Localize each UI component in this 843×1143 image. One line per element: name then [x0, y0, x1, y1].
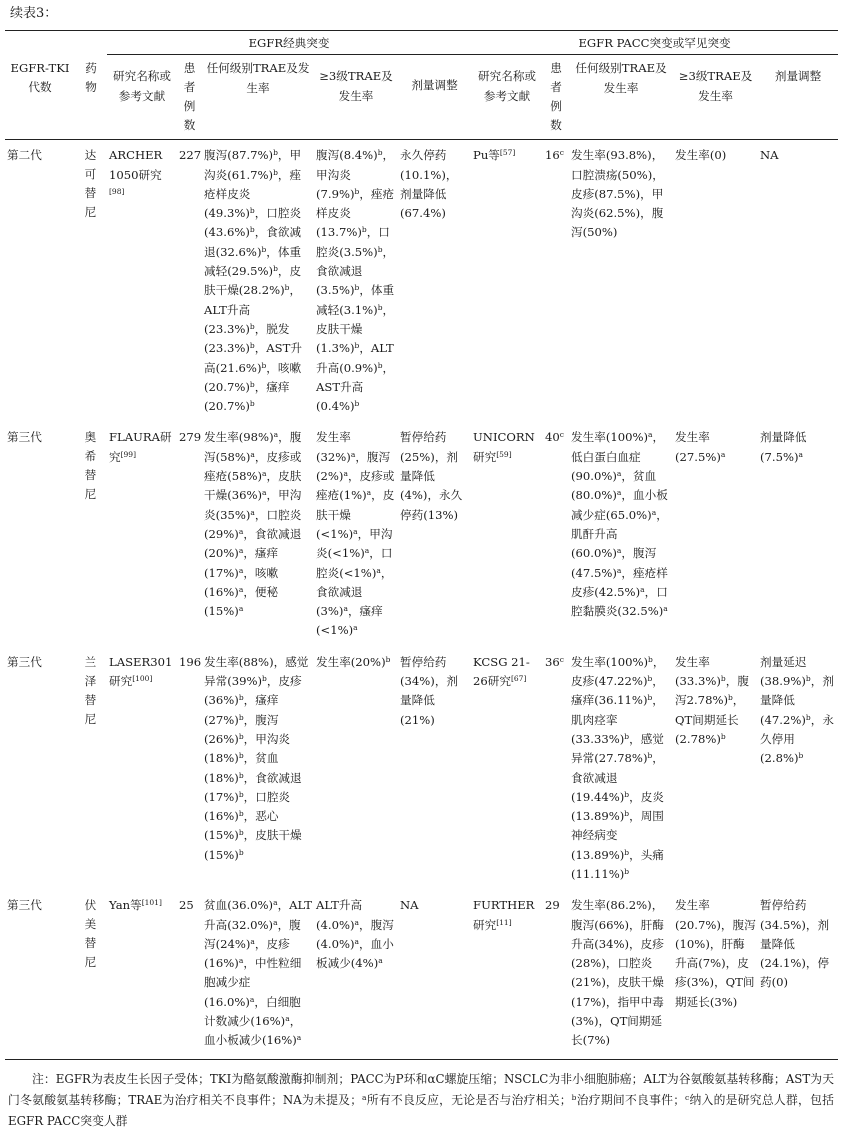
any-grade-text: ，皮疹或痤疮(58%) [204, 449, 302, 484]
table-caption: 续表3： [10, 6, 58, 21]
pacc-grade3-text: 发生率(20.7%)，腹泻(10%)，肝酶升高(7%)，皮疹(3%)，QT间期延长(3%) [675, 898, 756, 1009]
any-grade-footnote-mark: b [238, 789, 244, 799]
note-a-mark: a [362, 1093, 367, 1102]
patients-count: 25 [179, 898, 194, 913]
any-grade-text: 贫血(36.0%) [204, 898, 274, 913]
pacc-study-reference: [67] [510, 674, 527, 684]
any-grade-text: ，甲沟炎(61.7%) [204, 148, 302, 182]
pacc-dose-adj-footnote-mark: b [805, 674, 811, 684]
dose-adj-text: 暂停给药(25%)，剂量降低(4%)，永久停药(13%) [400, 430, 463, 522]
pacc-any-grade-footnote-mark: b [624, 809, 630, 819]
any-grade-text: ，ALT升高(32.0%) [204, 898, 313, 932]
grade3-text: ALT升高(4.0%) [316, 898, 363, 932]
any-grade-text: ，腹泻(26%) [204, 712, 279, 746]
pacc-dose-adj-footnote-mark: b [805, 712, 811, 722]
generation-cell [5, 140, 75, 423]
pacc-any-grade-text: ，皮炎(13.89%) [571, 789, 664, 824]
any-grade-text: ，皮疹(36%) [204, 674, 302, 708]
drug-cell [75, 422, 107, 646]
grade3-cell [314, 140, 398, 423]
drug-cell [75, 890, 107, 1059]
pacc-patients-footnote-mark: c [559, 430, 564, 440]
any-grade-footnote-mark: a [238, 604, 244, 614]
pacc-any-grade-text: ，瘙痒(36.11%) [571, 674, 664, 708]
grade3-text: ，口腔炎(3.5%) [316, 225, 390, 259]
pacc-any-grade-footnote-mark: a [616, 469, 622, 479]
pacc-any-grade-footnote-mark: b [648, 654, 653, 664]
pacc-grade3-text: ，QT间期延长(2.78%) [675, 693, 745, 746]
drug-name: 兰泽替尼 [84, 654, 97, 726]
study-cell [107, 890, 177, 1059]
pacc-patients-count: 36 [545, 654, 560, 669]
study-name: ARCHER 1050研究 [109, 148, 163, 182]
pacc-dose-adj-footnote-mark: b [798, 751, 804, 761]
pacc-any-grade-cell [569, 890, 673, 1059]
any-grade-cell [202, 647, 314, 891]
pacc-grade3-cell [673, 422, 758, 646]
grade3-text: ，血小板减少(4%) [316, 936, 394, 971]
header-pacc-study: 研究名称或参考文献 [471, 55, 543, 140]
grade3-footnote-mark: b [354, 186, 360, 196]
pacc-any-grade-footnote-mark: a [640, 584, 645, 594]
grade3-text: ，腹泻(4.0%) [316, 917, 394, 951]
any-grade-text: ，甲沟炎(18%) [204, 731, 291, 766]
grade3-footnote-mark: a [343, 469, 348, 479]
grade3-footnote-mark: a [354, 936, 359, 946]
any-grade-footnote-mark: b [249, 341, 255, 351]
grade3-footnote-mark: a [378, 956, 383, 966]
any-grade-text: ，甲沟炎(35%) [204, 488, 302, 522]
pacc-grade3-text: 发生率(0) [675, 148, 727, 163]
any-grade-footnote-mark: b [249, 206, 255, 216]
grade3-text: ，腹泻(2%) [316, 449, 391, 484]
any-grade-footnote-mark: a [285, 1014, 290, 1024]
any-grade-text: ，中性粒细胞减少症(16.0%) [204, 956, 302, 1009]
generation-cell [5, 890, 75, 1059]
pacc-patients-footnote-mark: c [559, 654, 564, 664]
any-grade-footnote-mark: a [250, 449, 255, 459]
pacc-any-grade-text: ，贫血(80.0%) [571, 469, 657, 503]
grade3-footnote-mark: b [354, 399, 360, 409]
grade3-footnote-mark: b [354, 341, 360, 351]
patients-cell [177, 140, 202, 423]
patients-cell [177, 890, 202, 1059]
any-grade-text: ，口腔炎(16%) [204, 789, 291, 824]
note-c: 纳入的是研究总人群，包括EGFR PACC突变人群 [8, 1093, 834, 1128]
grade3-footnote-mark: a [366, 488, 372, 498]
grade3-footnote-mark: b [377, 244, 383, 254]
any-grade-footnote-mark: a [238, 565, 244, 575]
note-a: 所有不良反应，无论是否与治疗相关； [366, 1093, 572, 1107]
pacc-study-cell [471, 422, 543, 646]
pacc-any-grade-footnote-mark: b [647, 693, 653, 703]
pacc-grade3-footnote-mark: a [720, 449, 726, 459]
any-grade-footnote-mark: b [262, 674, 267, 684]
any-grade-footnote-mark: a [273, 917, 278, 927]
any-grade-cell [202, 140, 314, 423]
header-dose-adj: 剂量调整 [398, 55, 471, 140]
grade3-footnote-mark: a [343, 604, 348, 614]
pacc-patients-count: 40 [545, 430, 560, 445]
header-pacc-any-grade: 任何级别TRAE及发生率 [569, 55, 673, 140]
any-grade-cell [202, 422, 314, 646]
any-grade-footnote-mark: b [238, 731, 244, 741]
pacc-grade3-cell [673, 890, 758, 1059]
grade3-footnote-mark: b [377, 148, 383, 158]
generation-cell [5, 422, 75, 646]
pacc-patients-cell [543, 647, 569, 891]
any-grade-footnote-mark: a [250, 936, 255, 946]
any-grade-text: ，ALT升高(23.3%) [204, 283, 302, 336]
pacc-any-grade-footnote-mark: a [616, 565, 622, 575]
any-grade-footnote-mark: b [261, 244, 267, 254]
any-grade-text: ，食欲减退(32.6%) [204, 225, 302, 259]
grade3-text: 腹泻(8.4%) [316, 148, 378, 163]
grade3-footnote-mark: a [350, 449, 356, 459]
any-grade-footnote-mark: a [262, 488, 267, 498]
study-reference: [98] [109, 186, 125, 196]
table-body [5, 140, 838, 1059]
table-row [5, 647, 838, 891]
study-reference: [101] [141, 898, 162, 908]
any-grade-footnote-mark: a [238, 546, 244, 556]
pacc-dose-adj-text: ，永久停用(2.8%) [760, 712, 834, 766]
any-grade-footnote-mark: a [238, 526, 244, 536]
table-row [5, 890, 838, 1059]
any-grade-text: 腹泻(87.7%) [204, 148, 274, 163]
pacc-study-reference: [59] [496, 449, 512, 459]
grade3-text: ，痤疮样皮炎(13.7%) [316, 186, 395, 240]
pacc-study-reference: [57] [499, 148, 516, 158]
header-generation: EGFR-TKI 代数 [5, 31, 75, 140]
grade3-text: ，AST升高(0.4%) [316, 360, 395, 414]
any-grade-footnote-mark: b [238, 770, 244, 780]
header-drug: 药物 [75, 31, 107, 140]
study-name: FLAURA研究 [109, 430, 172, 464]
any-grade-text: ，痤疮样皮炎(49.3%) [204, 167, 302, 221]
adverse-events-table [5, 30, 838, 1060]
drug-cell [75, 647, 107, 891]
pacc-grade3-text: 发生率(33.3%) [675, 654, 721, 689]
any-grade-text: ，体重减轻(29.5%) [204, 244, 302, 279]
grade3-footnote-mark: b [385, 654, 391, 664]
pacc-dose-adj-cell [758, 647, 838, 891]
generation-label: 第三代 [7, 654, 42, 669]
any-grade-text: ，恶心(15%) [204, 809, 279, 843]
note-b-mark: b [571, 1093, 577, 1102]
pacc-any-grade-text: 发生率(93.8%)，口腔溃疡(50%)，皮疹(87.5%)，甲沟炎(62.5%)，腹泻(50%) [571, 148, 664, 240]
study-cell [107, 422, 177, 646]
grade3-text: ，瘙痒(<1%) [316, 604, 383, 638]
pacc-any-grade-text: ，食欲减退(19.44%) [571, 751, 664, 804]
any-grade-text: ，腹泻(58%) [204, 430, 302, 464]
patients-cell [177, 647, 202, 891]
drug-name: 奥希替尼 [84, 430, 97, 502]
any-grade-text: ，便秘(15%) [204, 584, 279, 619]
any-grade-footnote-mark: b [238, 712, 244, 722]
grade3-text: ，甲沟炎(7.9%) [316, 148, 395, 201]
patients-count: 227 [179, 148, 202, 163]
any-grade-footnote-mark: a [273, 430, 279, 440]
pacc-grade3-cell [673, 647, 758, 891]
grade3-footnote-mark: a [353, 623, 358, 633]
pacc-grade3-footnote-mark: b [720, 731, 726, 741]
study-name: Yan等 [109, 898, 142, 913]
drug-name: 伏美替尼 [84, 898, 97, 970]
any-grade-text: ，血小板减少(16%) [204, 1014, 302, 1048]
study-reference: [99] [120, 449, 137, 459]
header-patients: 患者例数 [177, 55, 202, 140]
grade3-footnote-mark: b [377, 302, 383, 312]
pacc-dose-adj-cell [758, 890, 838, 1059]
pacc-study-cell [471, 890, 543, 1059]
pacc-any-grade-text: ，腹泻(47.5%) [571, 546, 657, 580]
grade3-footnote-mark: b [377, 360, 383, 370]
any-grade-text: ，皮疹(16%) [204, 936, 290, 971]
any-grade-footnote-mark: a [262, 469, 267, 479]
pacc-grade3-text: ，腹泻2.78%) [675, 674, 749, 708]
pacc-patients-footnote-mark: c [559, 148, 564, 158]
grade3-cell [314, 647, 398, 891]
grade3-text: ，皮肤干燥(1.3%) [316, 302, 395, 356]
any-grade-text: ，白细胞计数减少(16%) [204, 994, 301, 1029]
dose-adj-cell [398, 890, 471, 1059]
patients-cell [177, 422, 202, 646]
grade3-footnote-mark: b [361, 225, 367, 235]
pacc-any-grade-cell [569, 422, 673, 646]
grade3-footnote-mark: a [376, 565, 381, 575]
dose-adj-cell [398, 647, 471, 891]
any-grade-footnote-mark: a [238, 956, 244, 966]
dose-adj-text: 永久停药(10.1%)，剂量降低(67.4%) [400, 148, 458, 221]
pacc-dose-adj-text: ，剂量降低(47.2%) [760, 674, 834, 727]
pacc-patients-cell [543, 422, 569, 646]
grade3-text: ，甲沟炎(<1%) [316, 526, 393, 561]
any-grade-footnote-mark: a [296, 1033, 302, 1043]
any-grade-text: 发生率(88%)，感觉异常(39%) [204, 654, 309, 689]
any-grade-footnote-mark: a [273, 898, 278, 908]
pacc-patients-cell [543, 140, 569, 423]
grade3-text: ，食欲减退(3%) [316, 565, 393, 619]
pacc-any-grade-footnote-mark: b [624, 866, 630, 876]
header-classic-group: EGFR经典突变 [107, 31, 471, 55]
pacc-any-grade-text: ，血小板减少症(65.0%) [571, 488, 668, 522]
pacc-any-grade-text: 发生率(86.2%)，腹泻(66%)，肝酶升高(34%)，皮疹(28%)，口腔炎(21%)，皮肤干燥(17%)，指甲中毒(3%)，QT间期延长(7%) [571, 898, 664, 1048]
pacc-dose-adj-text: NA [760, 148, 779, 163]
any-grade-footnote-mark: b [261, 360, 267, 370]
any-grade-text: ，瘙痒(27%) [204, 693, 279, 727]
any-grade-text: ，咳嗽(16%) [204, 565, 279, 599]
grade3-cell [314, 422, 398, 646]
study-name: LASER301研究 [109, 654, 173, 689]
pacc-study-cell [471, 140, 543, 423]
any-grade-text: ，皮肤干燥(36%) [204, 469, 302, 503]
any-grade-text: ，食欲减退(17%) [204, 770, 302, 804]
dose-adj-text: NA [400, 898, 419, 913]
any-grade-cell [202, 890, 314, 1059]
any-grade-text: ，口腔炎(43.6%) [204, 206, 302, 240]
pacc-dose-adj-text: 剂量延迟(38.9%) [760, 654, 807, 689]
any-grade-text: ，瘙痒(20.7%) [204, 379, 290, 414]
pacc-any-grade-text: 发生率(100%) [571, 654, 649, 669]
pacc-any-grade-text: ，感觉异常(27.78%) [571, 731, 664, 766]
pacc-study-reference: [11] [496, 917, 512, 927]
any-grade-footnote-mark: a [250, 507, 255, 517]
any-grade-footnote-mark: a [249, 994, 255, 1004]
patients-count: 279 [179, 430, 202, 445]
grade3-cell [314, 890, 398, 1059]
pacc-any-grade-text: ，痤疮样皮疹(42.5%) [571, 565, 668, 599]
drug-name: 达可替尼 [84, 148, 97, 220]
pacc-dose-adj-cell [758, 140, 838, 423]
header-pacc-group: EGFR PACC突变或罕见突变 [471, 31, 838, 55]
study-cell [107, 647, 177, 891]
grade3-footnote-mark: b [354, 283, 360, 293]
dose-adj-cell [398, 422, 471, 646]
pacc-grade3-footnote-mark: b [720, 674, 726, 684]
pacc-any-grade-footnote-mark: a [616, 488, 622, 498]
any-grade-footnote-mark: b [238, 693, 244, 703]
pacc-patients-count: 29 [545, 898, 560, 913]
pacc-any-grade-footnote-mark: b [647, 751, 653, 761]
grade3-text: ，食欲减退(3.5%) [316, 244, 395, 298]
any-grade-text: 发生率(98%) [204, 430, 274, 445]
pacc-dose-adj-text: 暂停给药(34.5%)，剂量降低(24.1%)，停药(0) [760, 898, 830, 990]
pacc-study-name: Pu等 [473, 148, 500, 163]
pacc-any-grade-footnote-mark: a [651, 507, 657, 517]
note-abbreviations: 注：EGFR为表皮生长因子受体；TKI为酪氨酸激酶抑制剂；PACC为P环和αC螺旋压缩；NSCLC为非小细胞肺癌；ALT为谷氨酸氨基转移酶；AST为天门冬氨酸氨基转移酶；TRAE为治疗相关不良事件；NA为未提及； [8, 1072, 834, 1107]
note-c-mark: c [685, 1093, 690, 1102]
pacc-any-grade-text: ，肌肉痉挛(33.33%) [571, 693, 664, 746]
pacc-any-grade-footnote-mark: b [624, 789, 630, 799]
header-grade3: ≥3级TRAE及发生率 [314, 55, 398, 140]
pacc-any-grade-cell [569, 647, 673, 891]
any-grade-footnote-mark: b [238, 828, 244, 838]
pacc-any-grade-footnote-mark: a [648, 430, 653, 440]
any-grade-text: ，脱发(23.3%) [204, 321, 290, 356]
pacc-grade3-text: 发生率(27.5%) [675, 430, 721, 464]
study-reference: [100] [132, 674, 153, 684]
grade3-text: ，口腔炎(<1%) [316, 546, 393, 580]
header-any-grade: 任何级别TRAE及发生率 [202, 55, 314, 140]
any-grade-text: ，贫血(18%) [204, 751, 279, 785]
any-grade-footnote-mark: b [249, 321, 255, 331]
pacc-any-grade-text: ，肌酐升高(60.0%) [571, 507, 668, 561]
pacc-any-grade-footnote-mark: b [647, 674, 653, 684]
any-grade-footnote-mark: b [273, 167, 278, 177]
any-grade-text: ，食欲减退(20%) [204, 526, 302, 561]
patients-count: 196 [179, 654, 202, 669]
any-grade-text: ，瘙痒(17%) [204, 546, 279, 580]
any-grade-footnote-mark: b [238, 809, 244, 819]
table-row [5, 140, 838, 423]
pacc-any-grade-footnote-mark: b [624, 731, 630, 741]
any-grade-footnote-mark: b [249, 379, 255, 389]
header-pacc-grade3: ≥3级TRAE及发生率 [673, 55, 758, 140]
dose-adj-cell [398, 140, 471, 423]
any-grade-footnote-mark: a [238, 584, 244, 594]
grade3-text: ，体重减轻(3.1%) [316, 283, 395, 317]
pacc-any-grade-footnote-mark: b [624, 847, 630, 857]
generation-label: 第三代 [7, 898, 42, 913]
generation-label: 第三代 [7, 430, 42, 445]
any-grade-footnote-mark: b [249, 399, 255, 409]
grade3-text: 发生率(20%) [316, 654, 386, 669]
pacc-any-grade-footnote-mark: a [663, 604, 668, 614]
study-cell [107, 140, 177, 423]
header-study: 研究名称或参考文献 [107, 55, 177, 140]
any-grade-text: ，皮肤干燥(15%) [204, 828, 302, 862]
grade3-text: ，皮肤干燥(<1%) [316, 488, 395, 541]
grade3-text: ，ALT升高(0.9%) [316, 341, 394, 375]
any-grade-text: ，皮肤干燥(28.2%) [204, 264, 302, 298]
pacc-any-grade-text: 发生率(100%) [571, 430, 649, 445]
pacc-dose-adj-footnote-mark: a [798, 449, 804, 459]
pacc-study-name: FURTHER研究 [473, 898, 535, 932]
pacc-any-grade-cell [569, 140, 673, 423]
pacc-any-grade-text: ，低白蛋白血症(90.0%) [571, 430, 665, 484]
pacc-patients-count: 16 [545, 148, 560, 163]
pacc-dose-adj-text: 剂量降低(7.5%) [760, 430, 807, 464]
any-grade-footnote-mark: b [238, 847, 244, 857]
any-grade-text: ，口腔炎(29%) [204, 507, 302, 541]
grade3-footnote-mark: a [353, 526, 358, 536]
any-grade-text: ，咳嗽(20.7%) [204, 360, 302, 394]
any-grade-footnote-mark: b [284, 283, 290, 293]
any-grade-footnote-mark: b [273, 264, 278, 274]
header-pacc-dose-adj: 剂量调整 [758, 55, 838, 140]
any-grade-footnote-mark: b [238, 751, 244, 761]
generation-label: 第二代 [7, 148, 42, 163]
pacc-study-cell [471, 647, 543, 891]
grade3-text: ，皮疹或痤疮(1%) [316, 469, 395, 503]
header-pacc-patients: 患者例数 [543, 55, 569, 140]
pacc-dose-adj-cell [758, 422, 838, 646]
note-b: 治疗期间不良事件； [576, 1093, 685, 1107]
any-grade-footnote-mark: b [249, 225, 255, 235]
table-notes [8, 1069, 834, 1132]
any-grade-text: ，AST升高(21.6%) [204, 341, 302, 375]
grade3-footnote-mark: a [354, 917, 359, 927]
grade3-footnote-mark: a [364, 546, 370, 556]
any-grade-footnote-mark: b [273, 148, 278, 158]
table-row [5, 422, 838, 646]
pacc-any-grade-text: ，周围神经病变(13.89%) [571, 809, 664, 862]
drug-cell [75, 140, 107, 423]
pacc-study-name: KCSG 21-26研究 [473, 654, 530, 689]
pacc-any-grade-footnote-mark: a [616, 546, 622, 556]
pacc-any-grade-text: ，口腔黏膜炎(32.5%) [571, 584, 668, 619]
pacc-grade3-cell [673, 140, 758, 423]
grade3-text: 发生率(32%) [316, 430, 351, 464]
any-grade-text: ，腹泻(24%) [204, 917, 301, 951]
pacc-grade3-footnote-mark: b [727, 693, 733, 703]
pacc-any-grade-text: ，头痛(11.11%) [571, 847, 664, 881]
pacc-study-name: UNICORN研究 [473, 430, 535, 464]
dose-adj-text: 暂停给药(34%)，剂量降低(21%) [400, 654, 459, 727]
generation-cell [5, 647, 75, 891]
pacc-patients-cell [543, 890, 569, 1059]
pacc-any-grade-text: ，皮疹(47.22%) [571, 654, 665, 689]
